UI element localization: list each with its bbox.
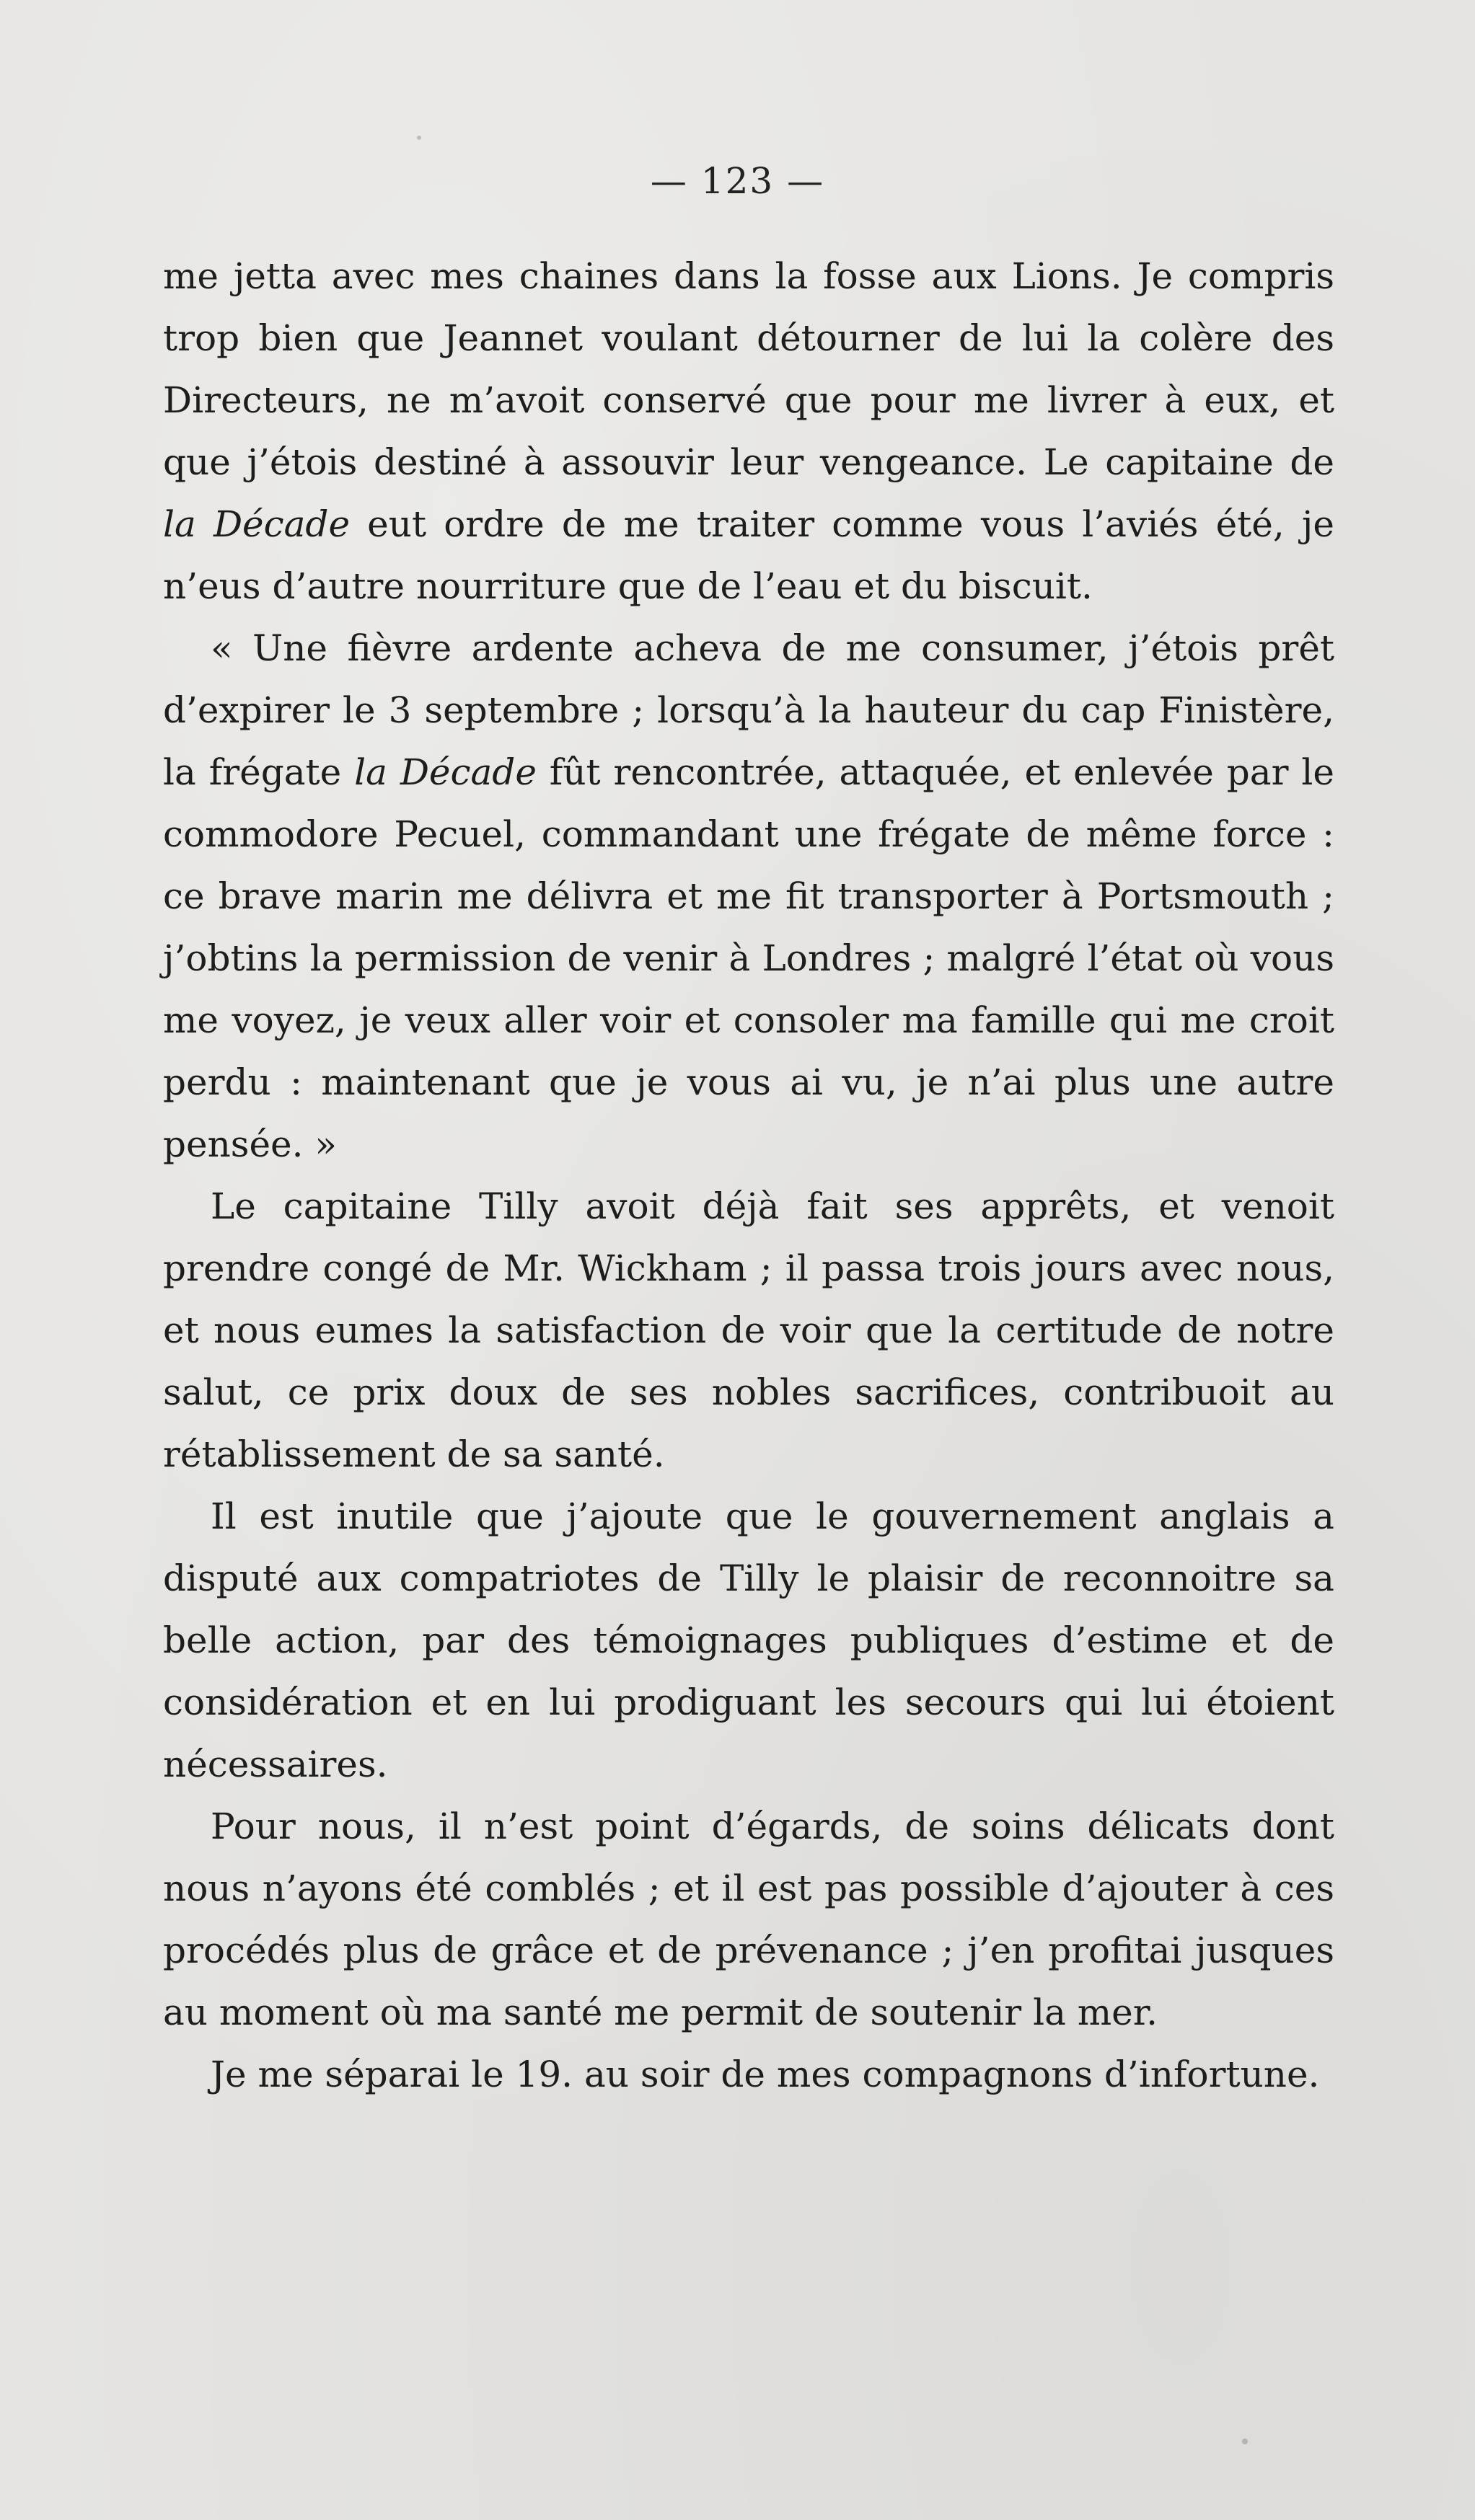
page-number: — 123 — [650, 160, 825, 202]
body-text [163, 245, 1334, 2105]
paragraph-4: Il est inutile que j’ajoute que le gouvernement anglais a disputé aux compatriotes de Tilly le plaisir de reconnoitre sa belle action, par des témoignages publiques d’estime et de considération et en lui prodiguant les secours qui lui étoient nécessaires. [163, 1495, 1334, 1785]
paragraph-2 [163, 617, 1334, 1175]
paragraph-1-text-a: me jetta avec mes chaines dans la fosse aux Lions. Je compris trop bien que Jeannet voulant détourner de lui la colère des Directeurs, ne m’avoit conservé que pour me livrer à eux, et que j’étois destiné à assouvir leur vengeance. Le capitaine de [163, 255, 1334, 483]
paragraph-5: Pour nous, il n’est point d’égards, de soins délicats dont nous n’ayons été comblés ; et il est pas possible d’ajouter à ces procédés plus de grâce et de prévenance ; j’en profitai jusques au moment où ma santé me permit de soutenir la mer. [163, 1805, 1334, 2033]
paragraph-2-text-a: « Une fièvre ardente acheva de me consumer, j’étois prêt d’expirer le 3 septembre ; lorsqu’à la hauteur du cap Finistère, la frégate [163, 627, 1334, 793]
paragraph-1-text-b: eut ordre de me traiter comme vous l’aviés été, je n’eus d’autre nourriture que de l’eau et du biscuit. [163, 503, 1334, 607]
paragraph-1 [163, 245, 1334, 617]
ship-name-decade-2: la Décade [354, 751, 537, 793]
ship-name-decade: la Décade [163, 503, 351, 545]
paragraph-3: Le capitaine Tilly avoit déjà fait ses apprêts, et venoit prendre congé de Mr. Wickham ; il passa trois jours avec nous, et nous eumes la satisfaction de voir que la certitude de notre salut, ce prix doux de ses nobles sacrifices, contribuoit au rétablissement de sa santé. [163, 1185, 1334, 1475]
paragraph-2-text-b: fût rencontrée, attaquée, et enlevée par le commodore Pecuel, commandant une frégate de même force : ce brave marin me délivra et me fit transporter à Portsmouth ; j’obtins la permission de venir à Londres ; malgré l’état où vous me voyez, je veux aller voir et consoler ma famille qui me croit perdu : maintenant que je vous ai vu, je n’ai plus une autre pensée. » [163, 751, 1334, 1165]
paper-speck [1242, 2439, 1248, 2444]
paragraph-6: Je me séparai le 19. au soir de mes compagnons d’infortune. [211, 2053, 1320, 2095]
paper-speck [417, 136, 421, 140]
